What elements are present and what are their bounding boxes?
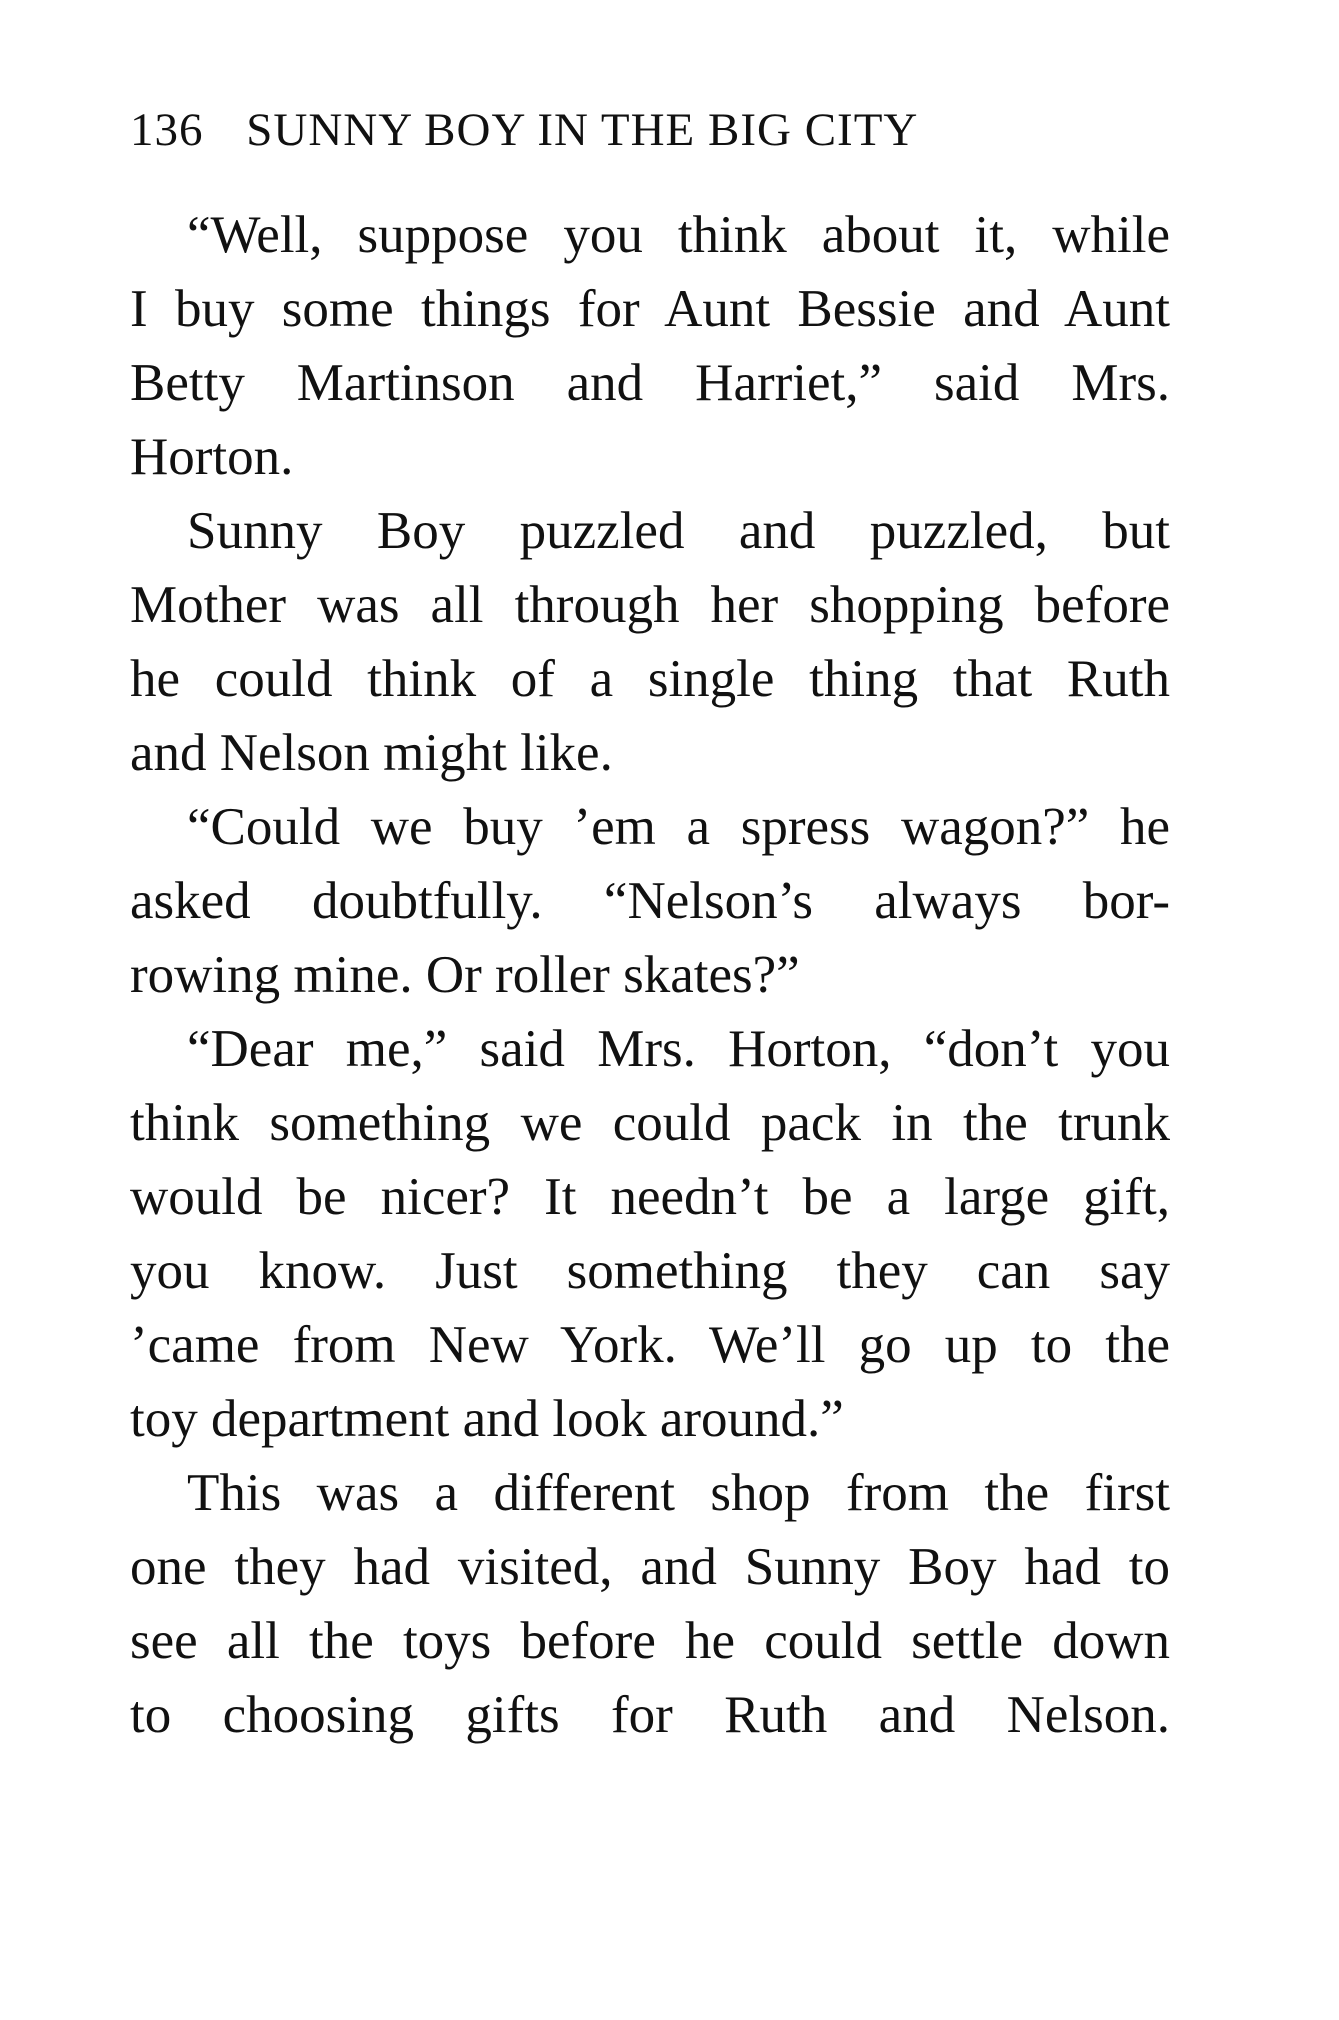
text-line: he could think of a single thing that Ruth [130, 650, 1170, 708]
running-head [130, 100, 1170, 160]
text-line: Sunny Boy puzzled and puzzled, but [187, 502, 1170, 560]
text-line: and Nelson might like. [130, 724, 613, 782]
text-line: would be nicer? It needn’t be a large gift, [130, 1168, 1170, 1226]
text-line: you know. Just something they can say [130, 1242, 1170, 1300]
book-title: SUNNY BOY IN THE BIG CITY [246, 104, 919, 156]
page-number: 136 [130, 104, 204, 156]
text-line: Betty Martinson and Harriet,” said Mrs. [130, 354, 1170, 412]
text-line: This was a different shop from the first [187, 1464, 1170, 1522]
text-line: toy department and look around.” [130, 1390, 844, 1448]
text-line: Horton. [130, 428, 294, 486]
text-line: see all the toys before he could settle down [130, 1612, 1170, 1670]
text-line: I buy some things for Aunt Bessie and Aunt [130, 280, 1170, 338]
text-line: one they had visited, and Sunny Boy had to [130, 1538, 1170, 1596]
text-line: “Well, suppose you think about it, while [187, 206, 1170, 264]
text-line: rowing mine. Or roller skates?” [130, 946, 800, 1004]
body-text [130, 198, 1170, 1752]
text-line: to choosing gifts for Ruth and Nelson. [130, 1686, 1170, 1744]
text-line: think something we could pack in the trunk [130, 1094, 1170, 1152]
text-line: ’came from New York. We’ll go up to the [130, 1316, 1170, 1374]
text-line: “Dear me,” said Mrs. Horton, “don’t you [187, 1020, 1170, 1078]
text-line: asked doubtfully. “Nelson’s always bor- [130, 872, 1170, 930]
text-line: Mother was all through her shopping before [130, 576, 1170, 634]
text-line: “Could we buy ’em a spress wagon?” he [187, 798, 1170, 856]
